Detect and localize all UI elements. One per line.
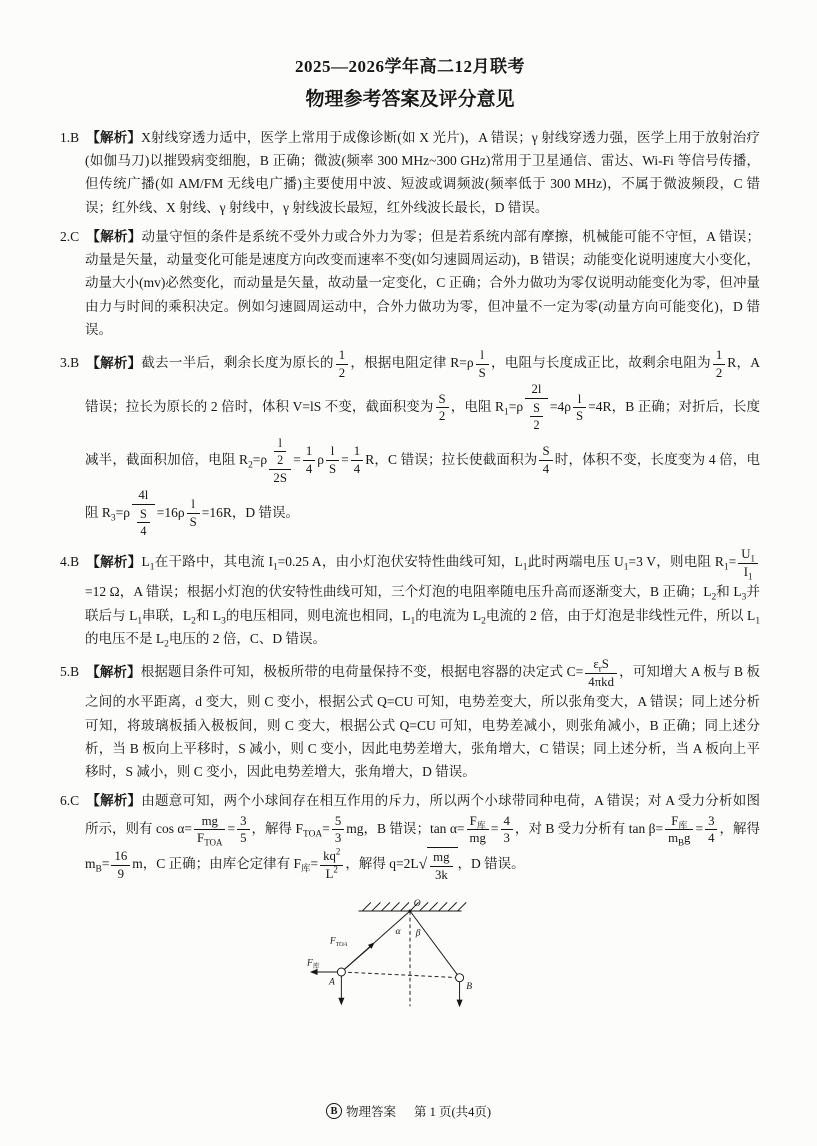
answer-number: 4.B xyxy=(60,554,80,570)
answer-number: 3.B xyxy=(60,355,80,371)
question-6-figure xyxy=(60,890,760,1038)
answer-number: 6.C xyxy=(60,793,80,809)
answer-item-6 xyxy=(60,789,760,883)
answer-text: 由题意可知，两个小球间存在相互作用的斥力，所以两个小球带同种电荷，A 错误；对 A 受力分析如图所示，则有 cos α= $\frac{mg}{F_{TOA}}$ = $\frac{3}{5}$ ，解得 $F_{TOA}=$ $\frac{5}{3}$ mg，B 错误；tan α= $\frac{F_库}{mg}$ = $\frac{4}{3}$ ，对 B 受力分析有 tan β= $\frac{F_库}{m_Bg}$ = $\frac{3}{4}$ ，解得 $m_B=$ $\frac{16}{9}$ m，C 正确；由库仑定律有 $F_库=$ $\frac{kq^2}{L^2}$ ，解得 q=2L√ $\frac{mg}{3k}$ ，D 错误。 xyxy=(85,793,761,882)
ball-b-label: B xyxy=(466,981,473,992)
analysis-tag: 【解析】 xyxy=(86,793,142,809)
answer-item-4 xyxy=(60,546,760,650)
ball-a-label: A xyxy=(328,976,335,987)
string-ob xyxy=(410,911,460,978)
edition-badge: B xyxy=(326,1103,342,1119)
footer-brand xyxy=(326,1102,396,1120)
force-toa-label: $F_{TOA}$ xyxy=(329,935,348,948)
analysis-tag: 【解析】 xyxy=(86,664,141,680)
tension-arrow xyxy=(341,947,370,972)
force-diagram xyxy=(305,890,515,1033)
answer-item-1 xyxy=(60,126,760,219)
answers-section xyxy=(60,126,760,884)
answer-text: $L_1$在干路中，其电流 $I_1=0.25$ A，由小灯泡伏安特性曲线可知，$L_1$此时两端电压 $U_1=3$ V，则电阻 $R_1=$ $\frac{U_1}{I_1}$ =12 Ω，A 错误；根据小灯泡的伏安特性曲线可知，三个灯泡的电阻率随电压升高而逐渐变大，B 正确；$L_2$和 $L_3$并联后与 $L_1$串联，$L_2$和 $L_3$的电压相同，则电流也相同，$L_1$的电流为 $L_2$电流的 2 倍，由于灯泡是非线性元件，所以 $L_1$的电压不是 $L_2$电压的 2 倍，C、D 错误。 xyxy=(85,546,761,650)
page-subtitle: 物理参考答案及评分意见 xyxy=(305,89,515,110)
analysis-tag: 【解析】 xyxy=(86,228,142,244)
answer-number: 5.B xyxy=(60,664,80,680)
answer-text: 动量守恒的条件是系统不受外力或合外力为零；但是若系统内部有摩擦，机械能可能不守恒，A 错误；动量是矢量，动量变化可能是速度方向改变而速率不变(如匀速圆周运动)，B 错误；动能变化说明速度大小变化，动量大小(mv)必然变化，而动量是矢量，故动量一定变化，C 正确；合外力做功为零仅说明动能变化为零，但冲量由力与时间的乘积决定。例如匀速圆周运动中，合外力做功为零，但冲量不一定为零(动量方向可能变化)，D 错误。 xyxy=(85,228,760,337)
ab-dashed-line xyxy=(341,972,459,978)
force-coulomb-label: $F_库$ xyxy=(307,957,320,970)
answer-item-2 xyxy=(60,225,760,341)
answer-item-3 xyxy=(60,347,760,540)
answer-number: 2.C xyxy=(60,228,80,244)
answer-item-5 xyxy=(60,656,760,783)
ball-b xyxy=(456,973,464,981)
angle-alpha-label: α xyxy=(395,926,401,937)
analysis-tag: 【解析】 xyxy=(86,355,142,371)
footer-series-label: 物理答案 xyxy=(345,1105,396,1119)
point-o-label: O xyxy=(413,898,421,909)
weight-arrowhead-b-icon xyxy=(457,999,463,1007)
ball-a xyxy=(337,968,345,976)
page-number: 第 1 页(共4页) xyxy=(413,1105,492,1119)
answer-text: 截去一半后，剩余长度为原长的 $\frac{1}{2}$ ，根据电阻定律 R=ρ $\frac{l}{S}$ ，电阻与长度成正比，故剩余电阻为 $\frac{1}{2}$ R，A 错误；拉长为原长的 2 倍时，体积 V=lS 不变，截面积变为 $\frac{S}{2}$ ，电阻 $R_1=\rho$ $\frac{2l}{\frac{S}{2}}$ =4ρ $\frac{l}{S}$ =4R，B 正确；对折后，长度减半，截面积加倍，电阻 $R_2=\rho$ $\frac{\frac{l}{2}}{2S}$ = $\frac{1}{4}$ ρ $\frac{l}{S}$ = $\frac{1}{4}$ R，C 错误；拉长使截面积为 $\frac{S}{4}$ 时，体积不变，长度变为 4 倍，电阻 $R_3=\rho$ $\frac{4l}{\frac{S}{4}}$ =16ρ $\frac{l}{S}$ =16R，D 错误。 xyxy=(85,347,761,538)
weight-arrowhead-a-icon xyxy=(338,997,344,1005)
analysis-tag: 【解析】 xyxy=(86,554,142,570)
answer-text: 根据题目条件可知，极板所带的电荷量保持不变，根据电容器的决定式 C= $\frac{\varepsilon_rS}{\text{4πkd}}$ ，可知增大 A 板与 B 板之间的水平距离，d 变大，则 C 变小，根据公式 Q=CU 可知，电势差变大，所以张角变大，A 错误；同上述分析可知，将玻璃板插入极板间，则 C 变大，根据公式 Q=CU 可知，电势差减小，则张角减小，B 正确；同上述分析，当 B 板向上平移时，S 减小，则 C 变小，因此电势差增大，张角增大，C 错误；同上述分析，当 A 板向上平移时，S 减小，则 C 变小，因此电势差增大，张角增大，D 错误。 xyxy=(85,656,761,780)
analysis-tag: 【解析】 xyxy=(86,130,142,145)
angle-beta-label: β xyxy=(415,928,421,939)
exam-title: 2025—2026学年高二12月联考 xyxy=(295,57,525,76)
answer-number: 1.B xyxy=(60,130,80,145)
point-o xyxy=(408,909,411,912)
page-footer xyxy=(0,1102,817,1120)
answer-text: X射线穿透力适中，医学上常用于成像诊断(如 X 光片)，A 错误；γ 射线穿透力强，医学上用于放射治疗(如伽马刀)以摧毁病变细胞，B 正确；微波(频率 300 MHz~300 GHz)常用于卫星通信、雷达、Wi-Fi 等信号传播，但传统广播(如 AM/FM 无线电广播)主要使用中波、短波或调频波(频率低于 300 MHz)，不属于微波频段，C 错误；红外线、X 射线、γ 射线中，γ 射线波长最短，红外线波长最长，D 错误。 xyxy=(85,130,760,215)
ceiling-hatch-icon xyxy=(359,902,467,911)
